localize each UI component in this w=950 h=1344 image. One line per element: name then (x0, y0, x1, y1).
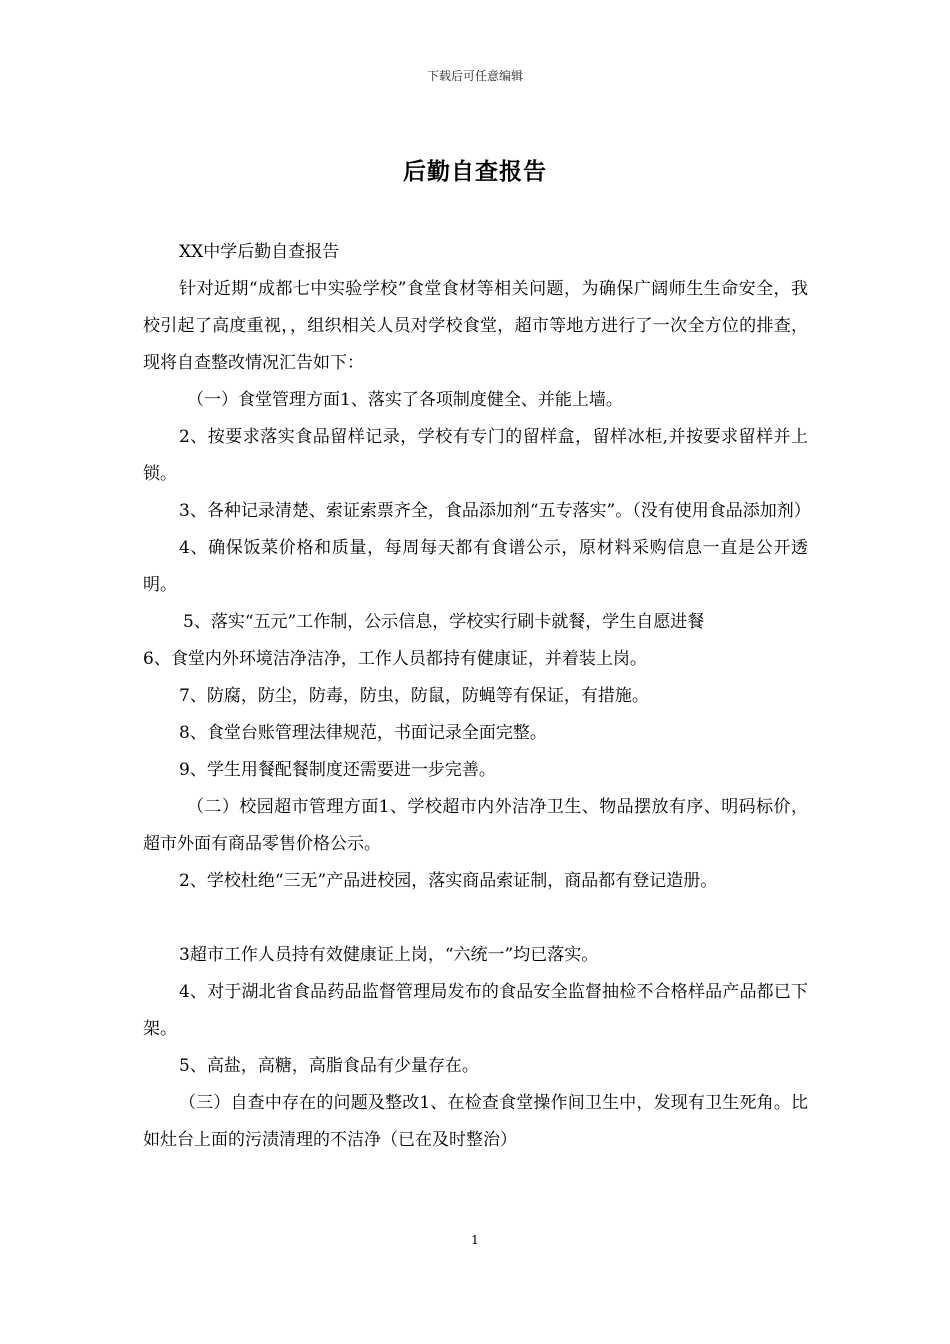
paragraph: 9、学生用餐配餐制度还需要进一步完善。 (179, 760, 496, 780)
header-note: 下载后可任意编辑 (426, 69, 523, 83)
paragraph: 2、按要求落实食品留样记录，学校有专门的留样盒，留样冰柜,并按要求留样并上锁。 (143, 427, 808, 484)
paragraph: 2、学校杜绝“三无”产品进校园，落实商品索证制，商品都有登记造册。 (179, 871, 718, 891)
paragraph: （一）食堂管理方面1、落实了各项制度健全、并能上墙。 (187, 390, 623, 410)
paragraph: （二）校园超市管理方面1、学校超市内外洁净卫生、物品摆放有序、明码标价，超市外面有商品零售价格公示。 (143, 797, 808, 854)
paragraph: 8、食堂台账管理法律规范，书面记录全面完整。 (179, 723, 547, 743)
paragraph: 3、各种记录清楚、索证索票齐全，食品添加剂“五专落实”。（没有使用食品添加剂） (179, 501, 811, 521)
paragraph: 3超市工作人员持有效健康证上岗，“六统一”均已落实。 (179, 945, 599, 965)
paragraph: 4、对于湖北省食品药品监督管理局发布的食品安全监督抽检不合格样品产品都已下架。 (143, 982, 808, 1039)
page-number: 1 (471, 1233, 479, 1247)
paragraph-gap (143, 900, 808, 937)
paragraph: （三）自查中存在的问题及整改1、在检查食堂操作间卫生中，发现有卫生死角。比如灶台上面的污渍清理的不洁净（已在及时整治） (143, 1093, 808, 1150)
paragraph: 5、落实“五元”工作制，公示信息，学校实行刷卡就餐，学生自愿进餐 (183, 612, 705, 632)
paragraph: 针对近期“成都七中实验学校”食堂食材等相关问题，为确保广阔师生生命安全，我校引起了高度重视，，组织相关人员对学校食堂，超市等地方进行了一次全方位的排查，现将自查整改情况汇告如下： (143, 279, 808, 373)
document-title: 后勤自查报告 (403, 159, 547, 185)
paragraph: 7、防腐，防尘，防毒，防虫，防鼠，防蝇等有保证，有措施。 (179, 686, 649, 706)
paragraph: 6、食堂内外环境洁净洁净，工作人员都持有健康证，并着装上岗。 (143, 649, 647, 669)
document-body (143, 234, 811, 1159)
paragraph: 5、高盐，高糖，高脂食品有少量存在。 (179, 1056, 479, 1076)
paragraph: 4、确保饭菜价格和质量，每周每天都有食谱公示，原材料采购信息一直是公开透明。 (143, 538, 808, 595)
paragraph: XX中学后勤自查报告 (179, 242, 340, 262)
